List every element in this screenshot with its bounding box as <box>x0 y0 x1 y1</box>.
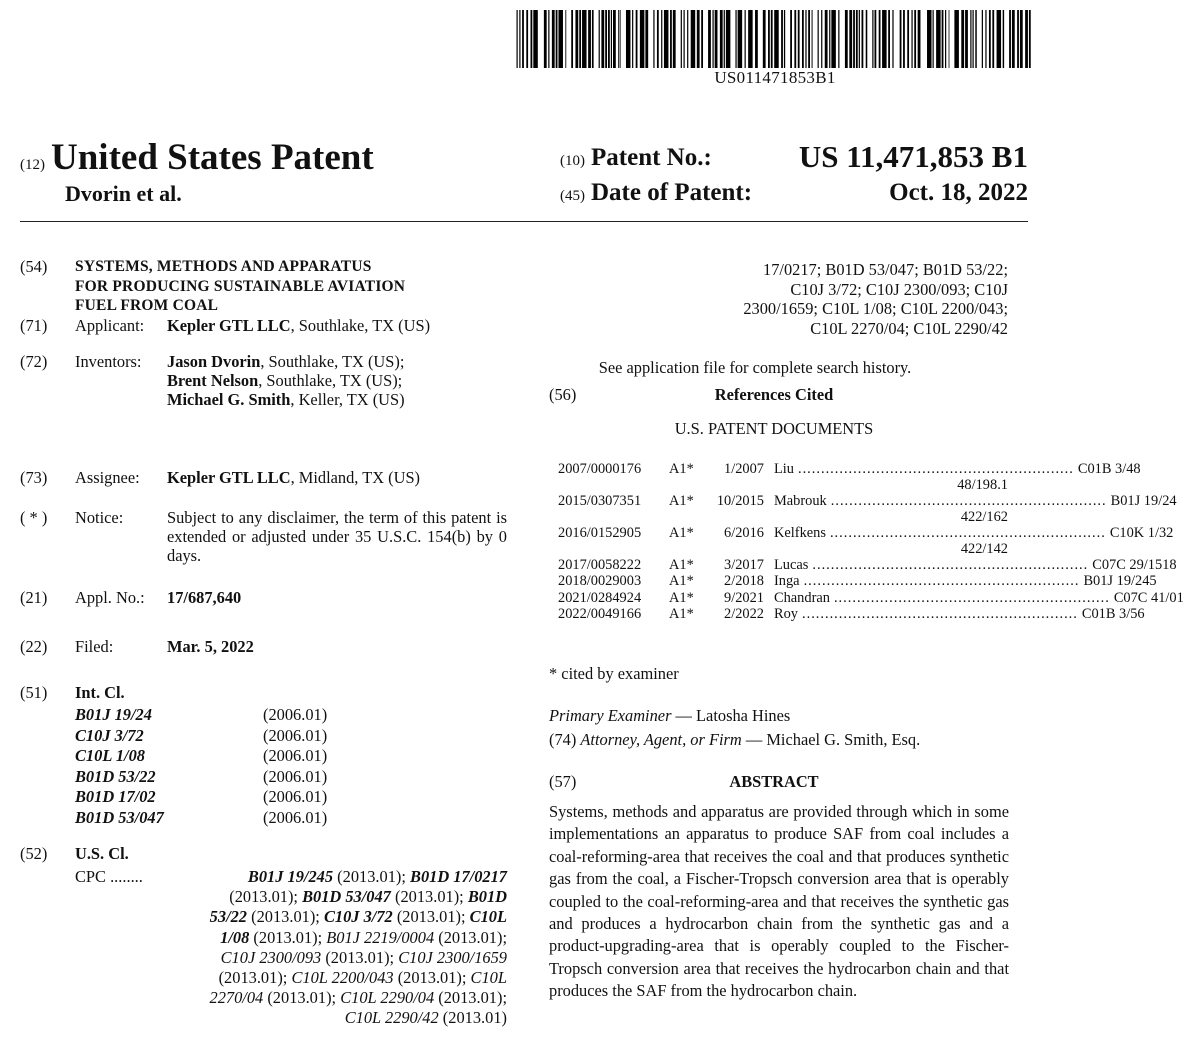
barcode-bar <box>911 10 912 68</box>
reference-us-class: 48/198.1 <box>957 477 1008 493</box>
barcode-bar <box>670 10 672 68</box>
barcode-bar <box>914 10 916 68</box>
attorney-label: Attorney, Agent, or Firm <box>580 730 742 749</box>
barcode-bar <box>673 10 676 68</box>
assignee-name: Kepler GTL LLC <box>167 468 291 487</box>
inventor: Michael G. Smith, Keller, TX (US) <box>167 390 405 409</box>
inid-code: (12) <box>20 157 45 173</box>
cpc-code: C10L 2200/043 <box>291 968 394 988</box>
cpc-code: C10L <box>470 968 507 988</box>
barcode-bar <box>900 10 902 68</box>
barcode-bar <box>755 10 758 68</box>
cpc-code: C10L 2290/42 <box>344 1008 439 1028</box>
inid-code: (54) <box>20 257 48 276</box>
patent-number-label: Patent No.: <box>591 144 712 171</box>
barcode-bar <box>856 10 858 68</box>
patent-date-label: Date of Patent: <box>591 179 753 206</box>
reference-class: C10K 1/32 <box>1109 525 1174 541</box>
invention-title <box>75 257 405 316</box>
reference-kind: A1* <box>669 589 694 606</box>
leader-dots: ............................................................ <box>803 573 1080 590</box>
reference-author: Lucas <box>774 557 809 573</box>
reference-us-class: 422/142 <box>960 541 1008 557</box>
barcode-bar <box>687 10 688 68</box>
reference-date: 2/2018 <box>724 573 764 590</box>
attorney: (74) Attorney, Agent, or Firm — Michael G. Smith, Esq. <box>549 730 921 749</box>
inid-code: (71) <box>20 316 48 335</box>
barcode-bar <box>965 10 968 68</box>
barcode-number: US011471853B1 <box>714 68 836 87</box>
inid-code: (21) <box>20 588 48 607</box>
reference-kind: A1* <box>669 525 694 541</box>
cpc-line <box>75 867 507 887</box>
barcode-bar <box>882 10 887 68</box>
barcode-bar <box>903 10 905 68</box>
barcode-bar <box>1009 10 1011 68</box>
barcode-bar <box>874 10 876 68</box>
barcode-bar <box>888 10 890 68</box>
barcode-bar <box>1003 10 1004 68</box>
examiner-name: Latosha Hines <box>696 706 791 725</box>
leader-dots: ............................................................ <box>797 461 1074 477</box>
primary-examiner: Primary Examiner — Latosha Hines <box>549 706 791 725</box>
assignee-row <box>0 468 530 488</box>
barcode-bar <box>626 10 631 68</box>
reference-date: 6/2016 <box>724 525 764 541</box>
barcode-bar <box>708 10 711 68</box>
leader-dots: ............................................................ <box>812 557 1089 573</box>
int-cl-version: (2006.01) <box>263 746 328 765</box>
int-cl-version: (2006.01) <box>263 705 328 724</box>
cpc-code: C10J 2300/093 <box>220 947 322 967</box>
reference-number: 2016/0152905 <box>558 525 642 541</box>
barcode-bar <box>859 10 860 68</box>
inventors-label: Inventors: <box>75 352 142 371</box>
barcode-bar <box>579 10 581 68</box>
barcode-bar <box>724 10 725 68</box>
applicant-name: Kepler GTL LLC <box>167 316 291 335</box>
us-cl-label: U.S. Cl. <box>75 844 129 863</box>
field-of-search <box>540 260 1008 338</box>
barcode-bar <box>681 10 682 68</box>
reference-author: Roy <box>774 605 798 622</box>
references-heading: References Cited <box>714 385 834 404</box>
barcode-bar <box>1012 10 1015 68</box>
barcode-bar <box>892 10 893 68</box>
inid-code: (74) <box>549 730 577 749</box>
inventor: Jason Dvorin, Southlake, TX (US); <box>167 352 405 371</box>
inid-code: (51) <box>20 683 48 702</box>
us-cl-header <box>0 844 530 864</box>
reference-kind: A1* <box>669 605 694 622</box>
int-cl-header <box>0 683 530 703</box>
reference-kind: A1* <box>669 493 694 509</box>
cpc-version: (2013.01); <box>434 927 507 947</box>
barcode-bar <box>661 10 662 68</box>
references-subheading: U.S. PATENT DOCUMENTS <box>674 419 874 438</box>
reference-number: 2017/0058222 <box>558 557 642 573</box>
reference-date: 2/2022 <box>724 605 764 622</box>
reference-author: Chandran <box>774 589 830 606</box>
barcode-bar <box>565 10 566 68</box>
cpc-line <box>75 928 507 948</box>
barcode-bar <box>738 10 743 68</box>
header-divider <box>20 221 1028 222</box>
notice-row <box>0 508 160 528</box>
cpc-code: C10J 2300/1659 <box>398 947 507 967</box>
reference-us-class: 422/162 <box>960 509 1008 525</box>
barcode-bar <box>544 10 547 68</box>
inventor: Brent Nelson, Southlake, TX (US); <box>167 371 403 390</box>
barcode-bar <box>763 10 766 68</box>
int-cl-code: B01D 53/22 <box>75 766 156 786</box>
barcode-bar <box>608 10 610 68</box>
field-of-search-line: C10L 2270/04; C10L 2290/42 <box>810 318 1008 338</box>
barcode-bar <box>933 10 934 68</box>
title-line: FUEL FROM COAL <box>75 297 219 314</box>
barcode-bar <box>825 10 828 68</box>
barcode-bar <box>1029 10 1031 68</box>
cpc-code: B01J 19/245 <box>247 867 334 886</box>
cpc-code: 1/08 <box>220 927 250 947</box>
barcode-bar <box>781 10 783 68</box>
cpc-version: (2013.01); <box>390 887 468 907</box>
abstract-heading: ABSTRACT <box>729 772 819 791</box>
barcode-bar <box>697 10 700 68</box>
barcode-bar <box>907 10 909 68</box>
barcode-bar <box>829 10 830 68</box>
barcode-bar <box>548 10 549 68</box>
barcode-bar <box>853 10 855 68</box>
barcode-bar <box>632 10 633 68</box>
reference-number: 2015/0307351 <box>558 493 642 509</box>
barcode-bar <box>599 10 600 68</box>
cpc-code: 2270/04 <box>209 988 264 1008</box>
application-number-label: Appl. No.: <box>75 588 145 607</box>
barcode-bar <box>818 10 819 68</box>
barcode-bar <box>805 10 806 68</box>
barcode-bar <box>575 10 578 68</box>
document-type-title <box>20 136 374 179</box>
cpc-code: B01J 2219/0004 <box>326 927 435 947</box>
barcode-bar <box>936 10 941 68</box>
barcode-bar <box>849 10 852 68</box>
reference-class: C07C 29/1518 <box>1092 557 1177 573</box>
barcode-bar <box>526 10 528 68</box>
barcode-bar <box>774 10 779 68</box>
int-cl-code: B01J 19/24 <box>75 705 152 724</box>
cpc-version: (2013.01); <box>218 968 292 988</box>
barcode-bar <box>798 10 800 68</box>
barcode-bar <box>1020 10 1023 68</box>
reference-row <box>558 461 1141 493</box>
barcode-bar <box>618 10 619 68</box>
barcode-bar <box>862 10 864 68</box>
int-cl-code: C10J 3/72 <box>75 725 144 745</box>
patent-date-row <box>560 179 1028 207</box>
inid-code: ( * ) <box>20 508 48 527</box>
barcode-bar <box>866 10 868 68</box>
barcode-bar <box>571 10 573 68</box>
barcode-bar <box>1017 10 1019 68</box>
cpc-version: (2013.01); <box>434 988 507 1008</box>
barcode-bar <box>845 10 848 68</box>
cpc-version: (2013.01); <box>392 907 470 927</box>
cpc-line <box>75 988 507 1008</box>
leader-dots: ............................................................ <box>833 589 1110 606</box>
cpc-line <box>75 887 507 907</box>
reference-number: 2021/0284924 <box>558 589 642 606</box>
filed-row <box>0 637 530 657</box>
filed-label: Filed: <box>75 637 114 656</box>
barcode-bar <box>927 10 932 68</box>
reference-row <box>558 525 1174 557</box>
applicant-label: Applicant: <box>75 316 145 335</box>
patent-date: Oct. 18, 2022 <box>889 179 1028 206</box>
barcode-bar <box>582 10 587 68</box>
barcode-bar <box>812 10 813 68</box>
barcode-bar <box>745 10 746 68</box>
reference-class: C01B 3/56 <box>1081 605 1145 622</box>
int-cl-version: (2006.01) <box>263 766 328 786</box>
reference-class: C01B 3/48 <box>1077 461 1141 477</box>
applicant-row <box>0 316 530 336</box>
barcode-bar <box>954 10 959 68</box>
barcode-bar <box>664 10 669 68</box>
barcode-bar <box>961 10 964 68</box>
document-type: United States Patent <box>51 137 374 178</box>
inid-code: (73) <box>20 468 48 487</box>
cpc-version: (2013.01); <box>247 907 324 927</box>
barcode-bar <box>701 10 703 68</box>
barcode-bar <box>588 10 591 68</box>
barcode-bar <box>601 10 604 68</box>
cpc-version: (2013.01); <box>263 988 341 1008</box>
barcode-bar <box>522 10 524 68</box>
reference-class: C07C 41/01 <box>1113 589 1184 606</box>
barcode-bar <box>975 10 976 68</box>
barcode-bar <box>838 10 839 68</box>
barcode-bar <box>872 10 873 68</box>
barcode-bar <box>613 10 616 68</box>
barcode-bar <box>942 10 944 68</box>
reference-number: 2018/0029003 <box>558 573 642 590</box>
abstract-text: Systems, methods and apparatus are provided through which in some implementations an apparatus to produce SAF from coal includes a coal-reforming-area that receives the coal and that produces synthetic gas from the coal, a Fischer-Tropsch conversion area that is operably coupled to the coal-reforming-area and that receives the synthetic gas and produces a hydrocarbon chain from the synthetic gas and a product-upgrading-area that is operably coupled to the Fischer-Tropsch conversion area that receives the hydrocarbon chain and that produces the SAF from the hydrocarbon chain. <box>549 802 1009 1001</box>
reference-row <box>558 605 1145 622</box>
reference-class: B01J 19/24 <box>1110 493 1177 509</box>
cpc-code: B01D 53/047 <box>302 887 391 907</box>
inid-code: (22) <box>20 637 48 656</box>
barcode-bar <box>640 10 645 68</box>
assignee-location: , Midland, TX (US) <box>290 468 421 487</box>
reference-row <box>558 493 1177 525</box>
reference-row <box>558 589 1184 606</box>
reference-date: 9/2021 <box>724 589 764 606</box>
search-history-note: See application file for complete search history. <box>598 358 912 377</box>
inid-code: (52) <box>20 844 48 863</box>
first-inventor-short: Dvorin et al. <box>65 181 182 206</box>
int-cl-code: B01D 53/047 <box>75 807 164 827</box>
barcode-bar <box>997 10 1002 68</box>
cpc-classifications <box>75 867 507 1029</box>
patent-number: US 11,471,853 B1 <box>798 139 1028 174</box>
barcode-bar <box>605 10 607 68</box>
cited-by-examiner-note: * cited by examiner <box>549 664 679 683</box>
cpc-version: (2013.01); <box>249 927 327 947</box>
cpc-version: (2013.01); <box>229 887 303 907</box>
barcode-bar <box>985 10 986 68</box>
int-cl-label: Int. Cl. <box>75 683 125 702</box>
barcode-bar <box>790 10 792 68</box>
cpc-code: B01D 17/0217 <box>410 867 507 886</box>
barcode-bar <box>879 10 881 68</box>
reference-date: 3/2017 <box>724 557 764 573</box>
barcode-bar <box>558 10 563 68</box>
barcode-bar <box>989 10 991 68</box>
barcode-bar <box>517 10 518 68</box>
barcode-bar <box>556 10 558 68</box>
barcode-bar <box>620 10 621 68</box>
cpc-code: 53/22 <box>209 907 248 927</box>
reference-kind: A1* <box>669 557 694 573</box>
barcode-bar <box>531 10 533 68</box>
barcode-bar <box>611 10 612 68</box>
barcode-bar <box>982 10 983 68</box>
reference-row <box>558 557 1177 573</box>
barcode-bar <box>735 10 736 68</box>
barcode-bar <box>720 10 723 68</box>
barcode <box>515 10 1035 68</box>
leader-dots: ............................................................ <box>802 605 1078 622</box>
reference-number: 2022/0049166 <box>558 605 642 622</box>
cpc-code: B01D <box>467 887 507 907</box>
field-of-search-line: 2300/1659; C10L 1/08; C10L 2200/043; <box>743 299 1008 319</box>
barcode-bar <box>918 10 921 68</box>
reference-author: Inga <box>774 573 800 590</box>
inid-code: (72) <box>20 352 48 371</box>
barcode-bar <box>972 10 973 68</box>
application-number: 17/687,640 <box>167 588 242 607</box>
barcode-bar <box>533 10 538 68</box>
inid-code: (45) <box>560 188 585 204</box>
barcode-bar <box>636 10 638 68</box>
barcode-bar <box>684 10 685 68</box>
barcode-bar <box>992 10 994 68</box>
cpc-version: (2013.01) <box>438 1008 507 1028</box>
applicant-location: , Southlake, TX (US) <box>290 316 431 335</box>
barcode-bar <box>821 10 822 68</box>
field-of-search-line: C10J 3/72; C10J 2300/093; C10J <box>790 279 1008 299</box>
cpc-version: (2013.01); <box>393 968 471 988</box>
title-line: SYSTEMS, METHODS AND APPARATUS <box>75 258 372 275</box>
barcode-bar <box>768 10 770 68</box>
reference-author: Liu <box>774 461 794 477</box>
reference-author: Kelfkens <box>774 525 826 541</box>
barcode-bar <box>808 10 810 68</box>
attorney-name: Michael G. Smith, Esq. <box>766 730 921 749</box>
barcode-bar <box>691 10 696 68</box>
cpc-prefix: CPC ........ <box>75 867 143 886</box>
examiner-label: Primary Examiner <box>549 706 672 725</box>
barcode-bar <box>970 10 971 68</box>
int-cl-code: C10L 1/08 <box>75 746 145 765</box>
barcode-bar <box>802 10 804 68</box>
reference-kind: A1* <box>669 461 694 477</box>
int-cl-code: B01D 17/02 <box>75 787 156 806</box>
barcode-bar <box>771 10 773 68</box>
barcode-bar <box>726 10 731 68</box>
cpc-line <box>75 907 507 927</box>
inventors-row <box>0 352 530 412</box>
barcode-bar <box>748 10 753 68</box>
barcode-bar <box>657 10 659 68</box>
barcode-bar <box>592 10 594 68</box>
reference-number: 2007/0000176 <box>558 461 642 477</box>
barcode-bar <box>519 10 520 68</box>
inid-code: (57) <box>549 772 577 791</box>
barcode-bar <box>945 10 946 68</box>
barcode-bar <box>712 10 713 68</box>
cpc-line <box>75 968 507 988</box>
cpc-code: C10L <box>469 907 507 927</box>
cpc-code: C10J 3/72 <box>323 907 393 927</box>
inid-code: (56) <box>549 385 577 404</box>
title-line: FOR PRODUCING SUSTAINABLE AVIATION <box>75 277 406 295</box>
notice-text: Subject to any disclaimer, the term of this patent is extended or adjusted under 35 U.S.C. 154(b) by 0 days. <box>167 508 507 565</box>
reference-author: Mabrouk <box>774 493 827 509</box>
application-number-row <box>0 588 530 608</box>
cpc-code: C10L 2290/04 <box>340 988 435 1008</box>
int-cl-version: (2006.01) <box>263 725 328 745</box>
int-cl-version: (2006.01) <box>263 807 328 827</box>
cpc-version: (2013.01); <box>321 947 399 967</box>
patent-number-row <box>560 139 1028 174</box>
reference-date: 10/2015 <box>716 493 764 509</box>
barcode-bar <box>653 10 654 68</box>
cpc-line <box>75 948 507 968</box>
inid-code: (10) <box>560 153 585 169</box>
leader-dots: ............................................................ <box>830 493 1107 509</box>
barcode-bar <box>715 10 718 68</box>
reference-date: 1/2007 <box>724 461 764 477</box>
filed-date: Mar. 5, 2022 <box>167 637 254 656</box>
cpc-line <box>75 1008 507 1028</box>
cpc-version: (2013.01); <box>333 867 411 886</box>
barcode-bar <box>949 10 950 68</box>
reference-kind: A1* <box>669 573 694 590</box>
barcode-bar <box>645 10 648 68</box>
assignee-label: Assignee: <box>75 468 140 487</box>
field-of-search-line: 17/0217; B01D 53/047; B01D 53/22; <box>763 260 1008 279</box>
reference-row <box>558 573 1157 590</box>
barcode-bar <box>831 10 836 68</box>
notice-label: Notice: <box>75 508 124 527</box>
barcode-bar <box>794 10 796 68</box>
barcode-bar <box>552 10 555 68</box>
barcode-bar <box>784 10 785 68</box>
int-cl-version: (2006.01) <box>263 787 328 806</box>
barcode-bar <box>1025 10 1028 68</box>
leader-dots: ............................................................ <box>829 525 1106 541</box>
reference-class: B01J 19/245 <box>1083 573 1157 590</box>
